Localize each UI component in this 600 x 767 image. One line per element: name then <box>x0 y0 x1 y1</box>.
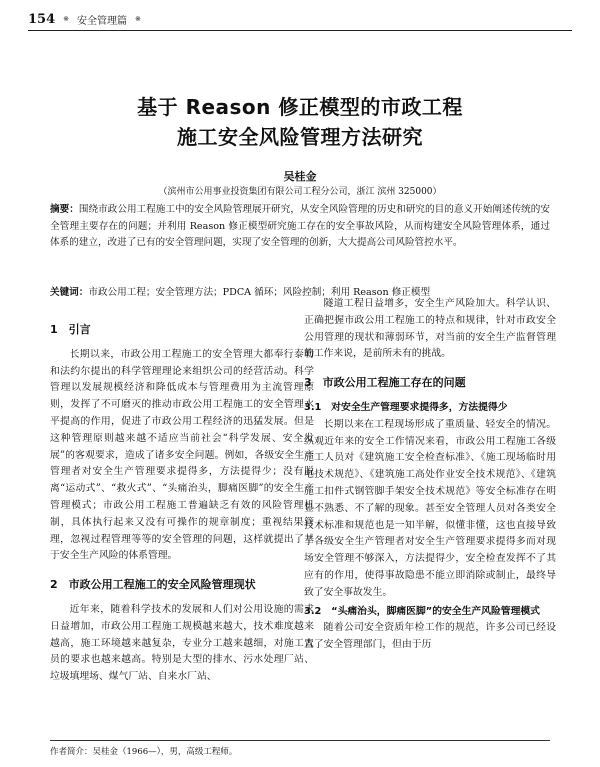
header-section: 安全管理篇 <box>77 15 128 27</box>
author-affiliation: （滨州市公用事业投资集团有限公司工程分公司，浙江 滨州 325000） <box>158 187 442 197</box>
page-number: 154 <box>28 11 56 27</box>
continued-paragraph: 隧道工程日益增多，安全生产风险加大。科学认识、正确把握市政公用工程施工的特点和规律，针对市政安全公用管理的现状和薄弱环节，对当前的安全生产监督管理的工作来说，是前所未有的挑战。 <box>304 298 556 360</box>
left-column <box>50 310 314 686</box>
section-1-paragraph: 长期以来，市政公用工程施工的安全管理大都奉行泰勒和法约尔提出的科学管理理论来组织公司的经营活动。科学管理以发展规模经济和降低成本与管理费用为主流管理原则，发挥了不可磨灭的推动市政公用工程施工的安全管理水平提高的作用，促进了市政公用工程经济的迅猛发展。但是这种管理原则越来越不适应当前社会“科学发展、安全发展”的客观要求，造成了诸多安全问题。例如，各级安全生产管理者对安全生产管理要求提得多，方法提得少；没有脱离“运动式”、“救火式”、“头痛治头，脚痛医脚”的安全生产管理模式；市政公用工程施工普遍缺乏有效的风险管理机制，具体执行起来又没有可操作的规章制度；重视结果管理，忽视过程管理等等的安全管理的问题，这样就提出了基于安全生产风险的体系管理。 <box>50 348 314 562</box>
subsection-3-1-heading: 3.1 对安全生产管理要求提得多，方法提得少 <box>304 401 508 413</box>
title-line-1: 基于 Reason 修正模型的市政工程 <box>137 95 463 119</box>
right-column <box>304 296 556 654</box>
author-footnote: 作者简介：吴桂金（1966—），男，高级工程师。 <box>50 740 550 757</box>
section-1-heading: 1 引言 <box>50 323 91 336</box>
section-3-heading: 3 市政公用工程施工存在的问题 <box>304 376 466 390</box>
title-line-2: 施工安全风险管理方法研究 <box>177 125 423 149</box>
keywords-text: 市政公用工程；安全管理方法；PDCA 循环；风险控制；利用 Reason 修正模型 <box>88 287 431 298</box>
running-header <box>28 8 572 31</box>
section-2-heading: 2 市政公用工程施工的安全风险管理现状 <box>50 578 256 592</box>
abstract-text: 围绕市政公用工程施工中的安全风险管理展开研究，从安全风险管理的历史和研究的目的意义开始阐述传统的安全管理主要存在的问题；并利用 Reason 修正模型研究施工存在的安全事故风险，从而构建安全风险管理体系，通过体系的建立，改进了已有的安全管理问题，实现了安全管理的创新，大大提高公司风险管控水平。 <box>50 204 551 248</box>
subsection-3-2-heading: 3.2 “头痛治头，脚痛医脚”的安全生产风险管理模式 <box>304 605 540 617</box>
subsection-3-1-paragraph: 长期以来在工程现场形成了重质量、轻安全的情况。纵观近年来的安全工作情况来看，市政公用工程施工各级施工人员对《建筑施工安全检查标准》、《施工现场临时用电技术规范》、《建筑施工高处作业安全技术规范》、《建筑施工扣件式钢管脚手架安全技术规范》等安全标准存在明显不熟悉、不了解的现象。甚至安全管理人员对各类安全技术标准和规范也是一知半解，似懂非懂，这也直接导致了各级安全生产管理者对安全生产管理要求提得多而对现场安全管理不够深入，方法提得少，安全检查发挥不了其应有的作用，使得事故隐患不能立即消除或制止，最终导致了安全事故发生。 <box>304 418 556 598</box>
author-name: 吴桂金 <box>283 170 317 183</box>
header-mark-right: ※ <box>135 15 141 23</box>
abstract <box>50 202 550 252</box>
abstract-label: 摘要： <box>50 204 79 215</box>
section-2-paragraph: 近年来，随着科学技术的发展和人们对公用设施的需求日益增加，市政公用工程施工规模越来越大，技术难度越来越高，施工环境越来越复杂，专业分工越来越细，对施工人员的要求也越来越高。特别是大型的排水、污水处理厂站、垃圾填埋场、煤气厂站、自来水厂站、 <box>50 603 314 683</box>
subsection-3-2-paragraph: 随着公司安全资质年检工作的规范，许多公司已经设置了安全管理部门，但由于历 <box>304 622 556 651</box>
keywords-label: 关键词： <box>50 287 89 298</box>
paper-title <box>0 92 600 152</box>
header-mark-left: ※ <box>63 15 70 23</box>
